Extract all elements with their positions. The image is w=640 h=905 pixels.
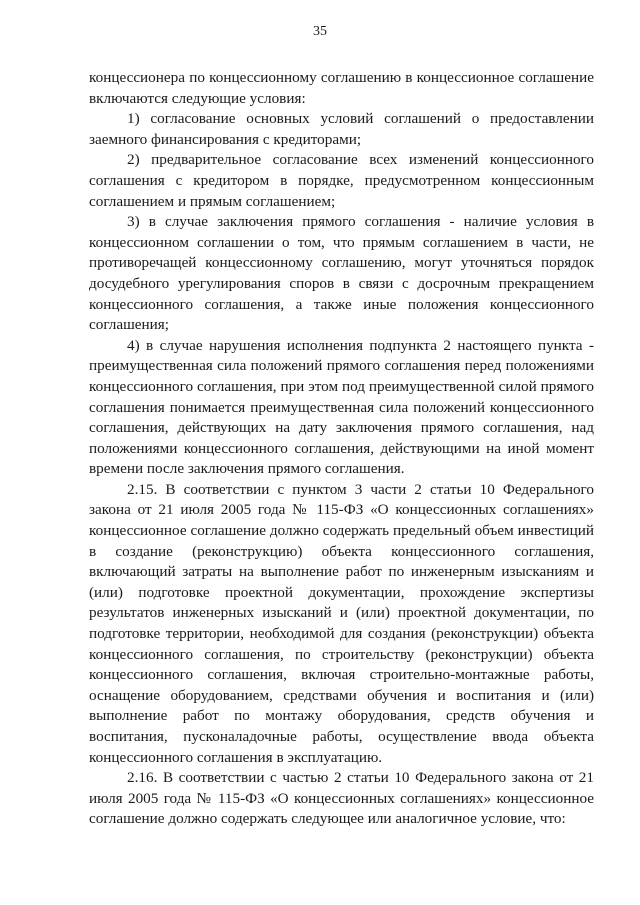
paragraph-2-16: 2.16. В соответствии с частью 2 статьи 10 Федерального закона от 21 июля 2005 года № 115-ФЗ «О концессионных соглашениях» концессионное соглашение должно содержать следующее или аналогичное условие, что: (89, 769, 594, 828)
paragraph-intro: концессионера по концессионному соглашению в концессионное соглашение включаются следующие условия: (89, 69, 594, 107)
paragraph-condition-1: 1) согласование основных условий соглашений о предоставлении заемного финансирования с кредиторами; (89, 110, 594, 148)
paragraph-condition-3: 3) в случае заключения прямого соглашения - наличие условия в концессионном соглашении о том, что прямым соглашением в части, не противоречащей концессионному соглашению, могут уточняться порядок досудебного урегулирования споров в связи с досрочным прекращением концессионного соглашения, а также иные положения концессионного соглашения; (89, 213, 594, 334)
paragraph-condition-4: 4) в случае нарушения исполнения подпункта 2 настоящего пункта - преимущественная сила положений прямого соглашения перед положениями концессионного соглашения, при этом под преимущественной силой прямого соглашения понимается преимущественная сила положений концессионного соглашения, действующих на дату заключения прямого соглашения, над положениями концессионного соглашения, действующими на иной момент времени после заключения прямого соглашения. (89, 336, 594, 478)
document-body (89, 68, 594, 830)
paragraph-2-15: 2.15. В соответствии с пунктом 3 части 2 статьи 10 Федерального закона от 21 июля 2005 года № 115-ФЗ «О концессионных соглашениях» концессионное соглашение должно содержать предельный объем инвестиций в создание (реконструкцию) объекта концессионного соглашения, включающий затраты на выполнение работ по инженерным изысканиям и (или) подготовке проектной документации, прохождение экспертизы результатов инженерных изысканий и (или) проектной документации, по подготовке территории, необходимой для создания (реконструкции) объекта концессионного соглашения, по строительству (реконструкции) объекта концессионного соглашения, включая строительно-монтажные работы, оснащение оборудованием, средствами обучения и воспитания и (или) выполнение работ по монтажу оборудования, средств обучения и воспитания, пусконаладочные работы, осуществление ввода объекта концессионного соглашения в эксплуатацию. (89, 480, 594, 766)
paragraph-condition-2: 2) предварительное согласование всех изменений концессионного соглашения с кредитором в порядке, предусмотренном концессионным соглашением и прямым соглашением; (89, 151, 594, 210)
page-number: 35 (313, 24, 327, 39)
